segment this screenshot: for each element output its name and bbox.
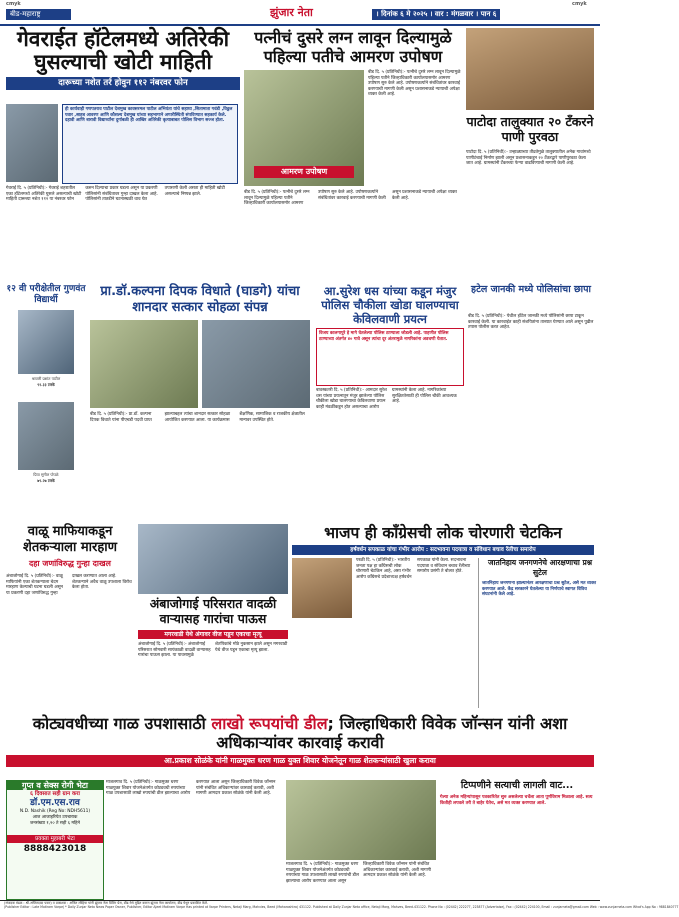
ad-line-6: जनसंख्या १,२० ते सही ६ महिने	[30, 821, 80, 826]
header-bar	[0, 0, 600, 26]
body-text: बीड दि. ५ (प्रतिनिधी):- येथील हॉटेल जानकी मध्ये पोलिसांनी छापा टाकून कारवाई केली. या कारवाईत काही संशयितांना ताब्यात घेण्यात आले असून पुढील तपास पोलीस करत आहेत.	[468, 314, 594, 331]
story-hunger-strike	[244, 28, 462, 278]
side-text: बीड दि. ५ (प्रतिनिधी):- पत्नीचे दुसरे लग्न लावून दिल्यामुळे पहिल्या पतीने जिल्हाधिकारी कार्यालयासमोर आमरण उपोषण सुरु केले आहे. उपोषणकर्त्याने संबंधितांवर कारवाई करण्याची मागणी केली असून प्रशासनाकडे न्यायाची अपेक्षा व्यक्त केली आहे.	[368, 70, 461, 98]
story-hailstorm	[138, 524, 288, 710]
headline: आ.सुरेश धस यांच्या कडून मंजुर पोलिस चौकीला खोडा घालण्याचा केविलवाणी प्रयत्न	[321, 284, 459, 326]
story-toppers	[6, 284, 86, 520]
banner-hunger-strike: आमरण उपोषण	[254, 166, 354, 178]
photo-student-1	[18, 310, 74, 374]
headline: वाळू माफियाकडून शेतकऱ्याला मारहाण	[23, 524, 117, 555]
ad-line-1: गुप्त व सेक्स रोगी भेटा	[7, 781, 103, 790]
subhead: आ.प्रकाश सोळंके यांनी गाळमुक्त धरण गाळ युक्त शिवार योजनेतून गाळ शेतकऱ्यांसाठी खुला करावा	[6, 755, 594, 767]
silt-deal-body: माजलगाव दि. ५ (प्रतिनिधी):- गाळमुक्त धरण गाळयुक्त शिवार योजनेअंतर्गत कोट्यवधी रुपयांच्या गाळ उपशासाठी लाखो रुपयांची डील झाल्याचा आरोप करण्यात आला असून जिल्हाधिकारी विवेक जॉन्सन यांनी संबंधित अधिकाऱ्यांवर कारवाई करावी, अशी मागणी आमदार प्रकाश सोळंके यांनी केली आहे.	[106, 780, 276, 797]
region-label: बीड-महाराष्ट्र	[6, 9, 71, 20]
ad-line-2: ६ दिवसात सही ग्रान करा	[30, 791, 80, 797]
body-text: गेवराई दि. ५ (प्रतिनिधी):- गेवराई शहरातील एका हॉटेलमध्ये अतिरेकी घुसले असल्याची खोटी माहिती दारूच्या नशेत ११२ या नंबरवर फोन करुन दिल्याचा प्रकार घडला असून या प्रकरणी पोलिसांनी संबंधितावर गुन्हा दाखल केला आहे. पोलिसांनी तातडीने घटनास्थळी धाव घेत तपासणी केली असता ही माहिती खोटी असल्याचे निष्पन्न झाले.	[6, 186, 225, 203]
photo-speaker	[292, 558, 352, 618]
ad-number: 8888423018	[23, 844, 87, 854]
story-hotel-raid	[468, 284, 594, 520]
photo-dam-silt	[286, 780, 436, 860]
photo-felicitation-1	[90, 320, 198, 408]
body-text: बीड दि. ५ (प्रतिनिधी):- प्रा.डॉ. कल्पना दिपक विधाते यांना पीएचडी पदवी प्राप्त झाल्याबद्दल त्यांचा शानदार सत्कार सोहळा आयोजित करण्यात आला. या कार्यक्रमास शैक्षणिक, सामाजिक व राजकीय क्षेत्रातील मान्यवर उपस्थित होते.	[90, 412, 305, 423]
ad-line-3: डॉ.एम.एस.राव	[30, 798, 80, 808]
body-text: परळी दि. ५ (प्रतिनिधी):- भारतीय जनता पक्ष हा कॉंग्रेसची लोक चोरणारी चेटकिन आहे, असा गंभीर आरोप कॉंग्रेसचे प्रदेशाध्यक्ष हर्षवर्धन सपकाळ यांनी केला. सदभावना पदयात्रा व संविधान बचाव रॅलीच्या समारोप प्रसंगी ते बोलत होते.	[356, 558, 471, 580]
box-text: विजय कालगापुरे हे मागे घेतलेल्या पोलिस ठाण्याला जोडली आहे. पाहणीत पोलिस ठाण्याच्या अंतर्गत ४० गावे असून त्यांचा दूर अंतरामुळे नागरिकांना अडचणी येतात.	[316, 328, 464, 386]
cmyk-mark-right: cmyk	[572, 1, 587, 7]
story-tankers	[466, 28, 594, 278]
headline: भाजप ही कॉंग्रेसची लोक चोरणारी चेटकिन	[324, 524, 562, 542]
student-1-score: ९१.३३ टक्के	[37, 382, 55, 387]
silt-deal-body-cont: माजलगाव दि. ५ (प्रतिनिधी):- गाळमुक्त धरण गाळयुक्त शिवार योजनेअंतर्गत कोट्यवधी रुपयांच्या गाळ उपशासाठी लाखो रुपयांची डील झाल्याचा आरोप करण्यात आला असून जिल्हाधिकारी विवेक जॉन्सन यांनी संबंधित अधिकाऱ्यांवर कारवाई करावी, अशी मागणी आमदार प्रकाश सोळंके यांनी केली आहे.	[286, 862, 431, 884]
headline: हटेल जानकी मध्ये पोलिसांचा छापा	[471, 284, 591, 295]
body-text: अंबाजोगाई दि. ५ (प्रतिनिधी):- अंबाजोगाई परिसरात सोमवारी सायंकाळी वादळी वाऱ्यासह गारांचा पाऊस झाला. या पावसामुळे शेतपिकांचे मोठे नुकसान झाले असून मगरवाडी येथे वीज पडून एकाचा मृत्यू झाला.	[138, 642, 288, 659]
student-1-name: श्रावणी प्रशांत पाटील	[31, 376, 61, 381]
cmyk-mark-left: cmyk	[6, 1, 21, 7]
story-hotel-hoax	[6, 28, 240, 278]
date-line: । दिनांक ६ मे २०२५ । वार : मंगळवार । पान ६	[372, 9, 500, 20]
subhead: दहा जणांविरुद्ध गुन्हा दाखल	[29, 559, 111, 568]
headline: प्रा.डॉ.कल्पना दिपक विधाते (घाडगे) यांचा शानदार सत्कार सोहळा संपन्न	[100, 284, 300, 315]
ad-line-5: आज आजाहरियेत उपचाराक	[32, 815, 78, 820]
ad-line-4: N.D. Nashik (Reg No: NDH5611)	[19, 809, 91, 814]
ad-clinic	[6, 780, 104, 900]
body-text: अंबाजोगाई दि. ५ (प्रतिनिधी):- वाळू माफियांनी एका शेतकऱ्याला बेदम मारहाण केल्याची घटना घडली असून या प्रकरणी दहा जणांविरुद्ध गुन्हा दाखल करण्यात आला आहे. शेतकऱ्याने अवैध वाळू उपशाला विरोध केला होता.	[6, 574, 132, 596]
story-police-post	[316, 284, 464, 520]
photo-tanker	[466, 28, 594, 110]
body-text: बीड दि. ५ (प्रतिनिधी):- पत्नीचे दुसरे लग्न लावून दिल्यामुळे पहिल्या पतीने जिल्हाधिकारी कार्यालयासमोर आमरण उपोषण सुरु केले आहे. उपोषणकर्त्याने संबंधितांवर कारवाई करण्याची मागणी केली असून प्रशासनाकडे न्यायाची अपेक्षा व्यक्त केली आहे.	[244, 190, 457, 207]
box-text: ही कार्यवाही गणपतराव पाटील देशमुख कावसरमल पाटील अभियंता यांचे सहाय्य ,सितामाता गवंडी ,विठ्ठल पवार ,साहब आवरण आणि कौशल्य देशमुख यांच्या सहभागाने अप्परीस्थिती संपविण्यात सहकार्य केले. दहावी आणि बारावी विद्यार्थ्यांना दुर्गाबळी ही आखिर अतिरेकी कृत्याबाबत पोलिस विभाग सज्ज होता.	[62, 104, 238, 184]
photo-accused	[6, 104, 58, 182]
headline: पत्नीचं दुसरे लग्न लावून दिल्यामुळे पहिल्या पतीचे आमरण उपोषण	[254, 28, 452, 66]
story-bjp-congress	[292, 524, 594, 710]
headline: जातनिहाय जनगणनेचे आरक्षणाचा प्रश्न सुटेल	[487, 558, 593, 577]
body-text: पाटोदा दि. ५ (प्रतिनिधी):- उन्हाळ्याच्या तीव्रतेमुळे तालुक्यातील अनेक गावांमध्ये पाणीटंचाई निर्माण झाली असून प्रशासनाकडून २० टँकरद्वारे पाणीपुरवठा केला जात आहे. ग्रामस्थांनी टँकरच्या फेऱ्या वाढविण्याची मागणी केली आहे.	[466, 150, 591, 167]
headline: गेवराईत हॉटेलमध्ये अतिरेकी घुसल्याची खोटी माहिती	[16, 27, 230, 74]
headline: टिप्पणीने सत्याची लागली वाट...	[460, 780, 574, 791]
headline	[6, 714, 594, 752]
body-text: बावस्कतरी दि. ५ (प्रतिनिधी):- आमदार सुरेश धस यांच्या प्रयत्नातून मंजुर झालेल्या पोलिस चौकीला खोडा घालण्याचा केविलवाणा प्रयत्न काही मंडळींकडून होत असल्याचा आरोप ग्रामस्थांनी केला आहे. नागरिकांच्या सुरक्षिततेसाठी ही पोलिस चौकी आवश्यक आहे.	[316, 388, 457, 410]
footer-line-2: (Publisher Editor : Late Motiram Varpe) * Daily Zunjar Neta News Paper Owner, Publisher, Editor Ajeet Motiram Varpe Has printed at Varpe Printers, Netaji Marg, Mahvies, Beed (Maharashtra) 431122. Published at Daily Zunjar Neta office, Netaji Marg, Mahves, Beed-431122. Phone No : (02442) 222277, 223877 (Advertaise), Fax : (02442) 224100, Email : zunjarneta@gmail.com Web : www.zunjarneta.com What's App No : 9881840777	[4, 905, 679, 910]
student-2-name: प्रिया सुनील पोपळे	[33, 472, 59, 477]
subhead: मगरवाडी येथे अंगावर वीज पडून एकाचा मृत्यू	[138, 630, 288, 639]
student-2-score: ७९.२७ टक्के	[37, 478, 55, 483]
body-text: गेल्या अनेक महिन्यांपासून पत्रकारितेत सुरु असलेल्या चर्चेला आता पूर्णविराम मिळाला आहे. सत्य कितीही लपवले तरी ते बाहेर येतेच, असे मत व्यक्त करण्यात आले.	[440, 795, 593, 806]
headline-red: लाखो रूपयांची डील	[211, 714, 328, 733]
story-felicitation	[90, 284, 310, 520]
ad-phone-label: प्रवक्ता मुहाबरी भेटा	[7, 835, 103, 843]
body-text: जातनिहाय जनगणना झाल्यानंतर आरक्षणाचा प्रश्न सुटेल, असे मत व्यक्त करण्यात आले. केंद्र सरकारने घेतलेल्या या निर्णयाचे स्वागत विविध संघटनांनी केले आहे.	[482, 581, 596, 598]
photo-storm	[138, 524, 288, 594]
photo-felicitation-2	[202, 320, 310, 408]
story-tippani	[440, 780, 594, 898]
subhead: दारूच्या नशेत तर्र होवुन ११२ नंबरवर फोन	[6, 77, 240, 90]
story-silt-deal	[6, 714, 594, 776]
headline: अंबाजोगाई परिसरात वादळी वाऱ्यासह गारांचा पाऊस	[149, 596, 277, 626]
headline-part-2: ; जिल्हाधिकारी विवेक जॉन्सन यांनी अशा अधिकाऱ्यांवर कारवाई करावी	[216, 714, 568, 752]
subhead: हर्षवर्धन सपकाळ यांचा गंभीर आरोप : सदभावना पदयात्रा व संविधान बचाव रॅलीचा समारोप	[292, 545, 594, 555]
footer	[0, 900, 679, 917]
story-caste-census	[478, 558, 598, 708]
headline-part-1: कोट्यवधीच्या गाळ उपशासाठी	[32, 714, 212, 733]
headline: १२ वी परीक्षेतील गुणवंत विद्यार्थी	[6, 284, 86, 305]
story-sand-mafia	[6, 524, 134, 710]
footer-line-1: (संपादक मंडळ : श्री.अजितदादा पवार) व प्रकाशक : अजित लोहिया यांनी झुंजार नेता प्रिंटिंग प्रेस, बीड येथे मुद्रित करून झुंजार नेता कार्यालय, बीड येथून प्रकाशित केले.	[4, 901, 208, 905]
photo-student-2	[18, 402, 74, 470]
masthead-title: झुंजार नेता	[270, 6, 313, 19]
headline: पाटोदा तालुक्यात २० टँकरने पाणी पुरवठा	[466, 114, 594, 144]
